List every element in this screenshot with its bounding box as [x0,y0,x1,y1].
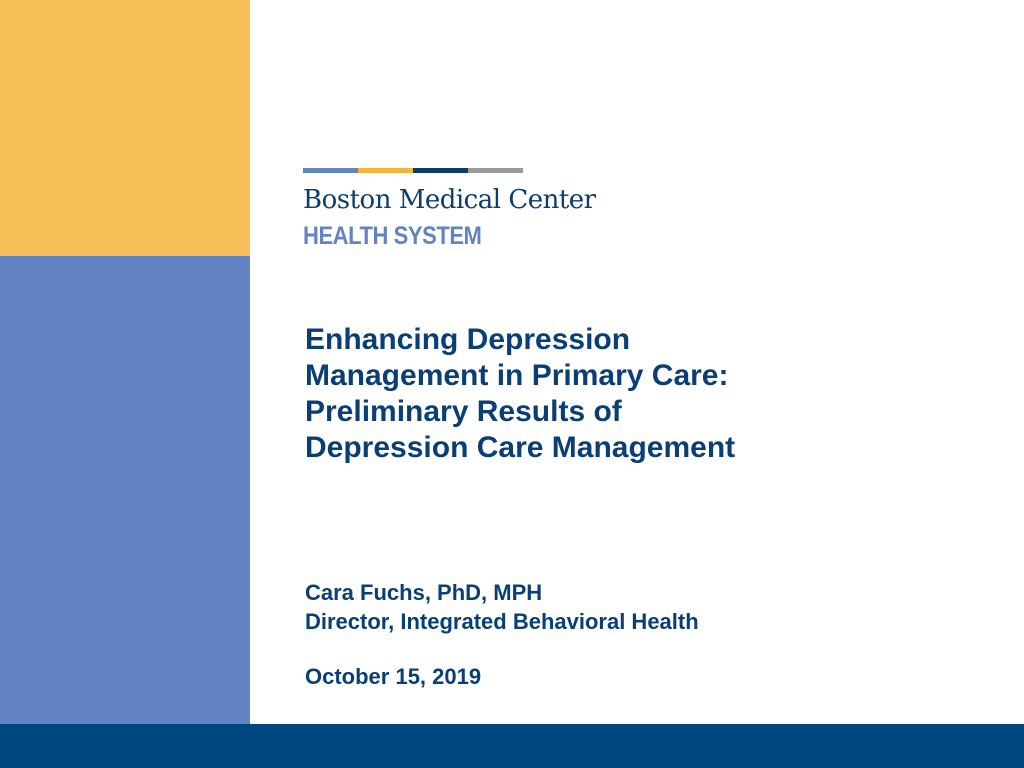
logo-color-stripes [303,168,523,173]
logo-stripe-blue [303,168,358,173]
footer-bar [0,724,1024,768]
logo-stripe-yellow [358,168,413,173]
presenter-name: Cara Fuchs, PhD, MPH [305,580,543,605]
title-line: Preliminary Results of [305,395,622,428]
logo-stripe-gray [468,168,523,173]
title-line: Depression Care Management [305,431,736,464]
logo-stripe-navy [413,168,468,173]
blue-accent-block [0,256,250,724]
title-line: Enhancing Depression [305,323,631,356]
presenter-role: Director, Integrated Behavioral Health [305,609,699,634]
yellow-accent-block [0,0,250,256]
presenter-info [305,578,1005,636]
boston-medical-center-logo [303,168,633,258]
presentation-title [305,322,1005,466]
title-line: Management in Primary Care: [305,359,729,392]
logo-wordmark-name: Boston Medical Center [303,185,596,215]
logo-wordmark-subtitle: HEALTH SYSTEM [303,222,482,250]
presentation-date: October 15, 2019 [305,664,482,689]
